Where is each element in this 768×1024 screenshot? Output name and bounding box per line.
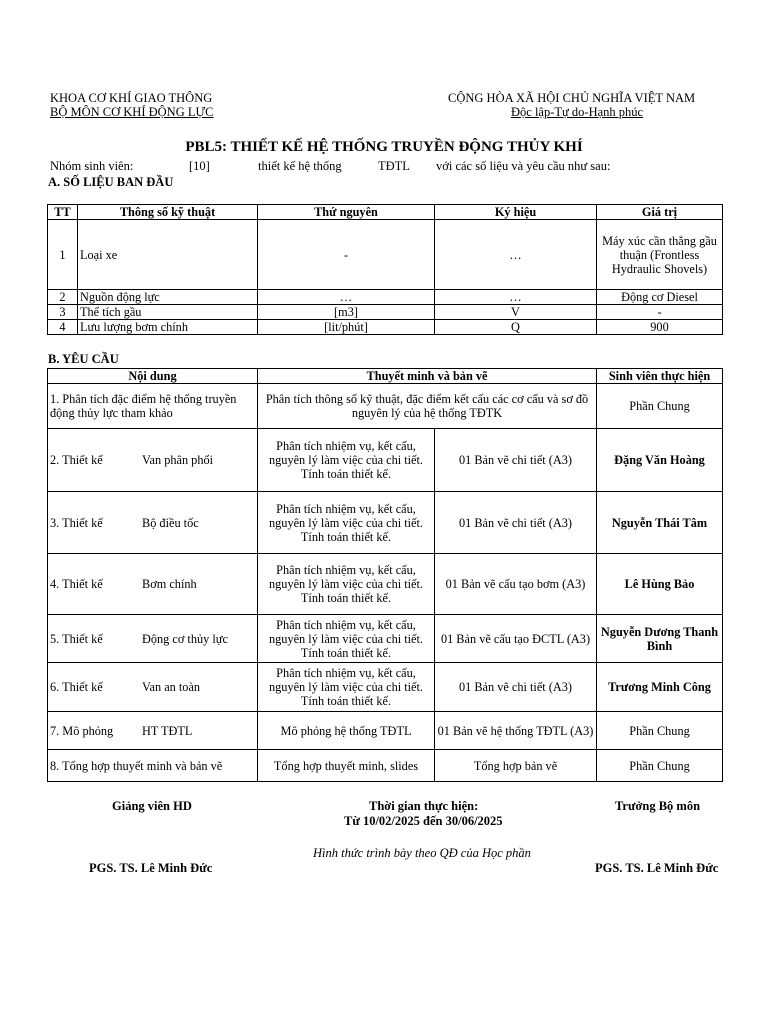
- row-content: [48, 554, 258, 615]
- requirements-table: [47, 368, 723, 782]
- row-content-a: 3. Thiết kế: [50, 515, 103, 530]
- row-drawing: 01 Bản vẽ chi tiết (A3): [435, 663, 597, 712]
- row-drawing: 01 Bản vẽ hệ thống TĐTL (A3): [435, 712, 597, 750]
- row-content-b: Bơm chính: [142, 577, 197, 591]
- row-drawing: 01 Bản vẽ cấu tạo bơm (A3): [435, 554, 597, 615]
- table-row: [48, 429, 723, 492]
- row-tt: 3: [48, 305, 78, 320]
- row-content-a: 5. Thiết kế: [50, 631, 103, 646]
- row-drawing: 01 Bản vẽ chi tiết (A3): [435, 492, 597, 554]
- row-param: Thể tích gầu: [78, 305, 258, 320]
- row-content-a: 7. Mô phỏng: [50, 723, 114, 738]
- row-unit: [lit/phút]: [258, 320, 435, 335]
- row-description: Mô phỏng hệ thống TĐTL: [258, 712, 435, 750]
- row-student: Nguyễn Thái Tâm: [597, 492, 723, 554]
- section-a-heading: A. SỐ LIỆU BAN ĐẦU: [48, 175, 174, 189]
- row-drawing: 01 Bản vẽ chi tiết (A3): [435, 429, 597, 492]
- table-row: [48, 320, 723, 335]
- row-tt: 4: [48, 320, 78, 335]
- row-content-b: HT TĐTL: [142, 723, 193, 738]
- row-symbol: V: [435, 305, 597, 320]
- specs-header-row: [48, 205, 723, 220]
- specs-table: [47, 204, 723, 335]
- head-of-department-name: PGS. TS. Lê Minh Đức: [595, 861, 719, 875]
- row-student: Đặng Văn Hoàng: [597, 429, 723, 492]
- col-symbol: Ký hiệu: [435, 205, 597, 220]
- system-name: TĐTL: [378, 159, 410, 173]
- row-content-a: 6. Thiết kế: [50, 680, 103, 694]
- table-row: [48, 492, 723, 554]
- row-description: Phân tích thông số kỹ thuật, đặc điểm kết cấu các cơ cấu và sơ đồ nguyên lý của hệ thống TĐTK: [258, 384, 597, 429]
- table-row: [48, 554, 723, 615]
- requirements-header-row: [48, 369, 723, 384]
- table-row: [48, 615, 723, 663]
- row-drawing: Tổng hợp bản vẽ: [435, 750, 597, 782]
- col-tt: TT: [48, 205, 78, 220]
- country-motto: Độc lập-Tự do-Hạnh phúc: [511, 105, 644, 119]
- row-content: 1. Phân tích đặc điểm hệ thống truyền động thủy lực tham khảo: [48, 384, 258, 429]
- row-student: Lê Hùng Bảo: [597, 554, 723, 615]
- group-text-2: với các số liệu và yêu cầu như sau:: [436, 159, 611, 173]
- row-content-b: Van an toàn: [142, 680, 201, 694]
- duration-title: Thời gian thực hiện:: [369, 799, 479, 813]
- row-student: Phần Chung: [597, 750, 723, 782]
- col-unit: Thứ nguyên: [258, 205, 435, 220]
- col-description: Thuyết minh và bản vẽ: [258, 369, 597, 384]
- row-content-b: Van phân phối: [142, 453, 214, 467]
- col-value: Giá trị: [597, 205, 723, 220]
- row-value: -: [597, 305, 723, 320]
- col-student: Sinh viên thực hiện: [597, 369, 723, 384]
- supervisor-name: PGS. TS. Lê Minh Đức: [89, 861, 213, 875]
- row-content: [48, 615, 258, 663]
- row-value: Động cơ Diesel: [597, 290, 723, 305]
- row-description: Phân tích nhiệm vụ, kết cấu, nguyên lý làm việc của chi tiết. Tính toán thiết kế.: [258, 615, 435, 663]
- group-label: Nhóm sinh viên:: [50, 159, 134, 173]
- row-description: Tổng hợp thuyết minh, slides: [258, 750, 435, 782]
- row-value: 900: [597, 320, 723, 335]
- head-of-department-title: Trưởng Bộ môn: [615, 799, 701, 813]
- row-student: Phần Chung: [597, 384, 723, 429]
- row-param: Lưu lượng bơm chính: [78, 320, 258, 335]
- row-content-a: 2. Thiết kế: [50, 453, 103, 467]
- row-description: Phân tích nhiệm vụ, kết cấu, nguyên lý làm việc của chi tiết. Tính toán thiết kế.: [258, 492, 435, 554]
- country-name: CỘNG HÒA XÃ HỘI CHỦ NGHĨA VIỆT NAM: [448, 91, 696, 105]
- row-student: Nguyễn Dương Thanh Bình: [597, 615, 723, 663]
- row-symbol: …: [435, 220, 597, 290]
- row-symbol: …: [435, 290, 597, 305]
- table-row: [48, 750, 723, 782]
- row-student: Trương Minh Công: [597, 663, 723, 712]
- row-content-a: 4. Thiết kế: [50, 577, 103, 591]
- row-param: Loại xe: [78, 220, 258, 290]
- format-note: Hình thức trình bày theo QĐ của Học phần: [313, 846, 531, 860]
- supervisor-title: Giảng viên HD: [112, 799, 192, 813]
- group-number: [10]: [189, 159, 210, 173]
- row-content: 8. Tổng hợp thuyết minh và bản vẽ: [48, 750, 258, 782]
- row-content: [48, 663, 258, 712]
- row-content: [48, 492, 258, 554]
- table-row: [48, 290, 723, 305]
- row-unit: [m3]: [258, 305, 435, 320]
- row-content-b: Bộ điều tốc: [142, 515, 199, 530]
- row-student: Phần Chung: [597, 712, 723, 750]
- page-title: PBL5: THIẾT KẾ HỆ THỐNG TRUYỀN ĐỘNG THỦY KHÍ: [185, 139, 583, 155]
- row-drawing: 01 Bản vẽ cấu tạo ĐCTL (A3): [435, 615, 597, 663]
- group-text-1: thiết kế hệ thống: [258, 159, 342, 173]
- col-param: Thông số kỹ thuật: [78, 205, 258, 220]
- col-content: Nội dung: [48, 369, 258, 384]
- row-unit: …: [258, 290, 435, 305]
- row-symbol: Q: [435, 320, 597, 335]
- row-description: Phân tích nhiệm vụ, kết cấu, nguyên lý làm việc của chi tiết. Tính toán thiết kế.: [258, 554, 435, 615]
- row-content: [48, 429, 258, 492]
- row-content-b: Động cơ thủy lực: [142, 631, 228, 646]
- table-row: [48, 384, 723, 429]
- department-name: BỘ MÔN CƠ KHÍ ĐỘNG LỰC: [50, 105, 214, 119]
- row-description: Phân tích nhiệm vụ, kết cấu, nguyên lý làm việc của chi tiết. Tính toán thiết kế.: [258, 429, 435, 492]
- table-row: [48, 712, 723, 750]
- duration-dates: Từ 10/02/2025 đến 30/06/2025: [344, 814, 503, 828]
- row-tt: 1: [48, 220, 78, 290]
- row-tt: 2: [48, 290, 78, 305]
- row-description: Phân tích nhiệm vụ, kết cấu, nguyên lý làm việc của chi tiết. Tính toán thiết kế.: [258, 663, 435, 712]
- section-b-heading: B. YÊU CẦU: [48, 352, 119, 366]
- table-row: [48, 220, 723, 290]
- row-param: Nguồn động lực: [78, 290, 258, 305]
- faculty-name: KHOA CƠ KHÍ GIAO THÔNG: [50, 91, 213, 105]
- table-row: [48, 663, 723, 712]
- row-unit: -: [258, 220, 435, 290]
- table-row: [48, 305, 723, 320]
- row-value: Máy xúc cần thẳng gầu thuận (Frontless Hydraulic Shovels): [597, 220, 723, 290]
- row-content: [48, 712, 258, 750]
